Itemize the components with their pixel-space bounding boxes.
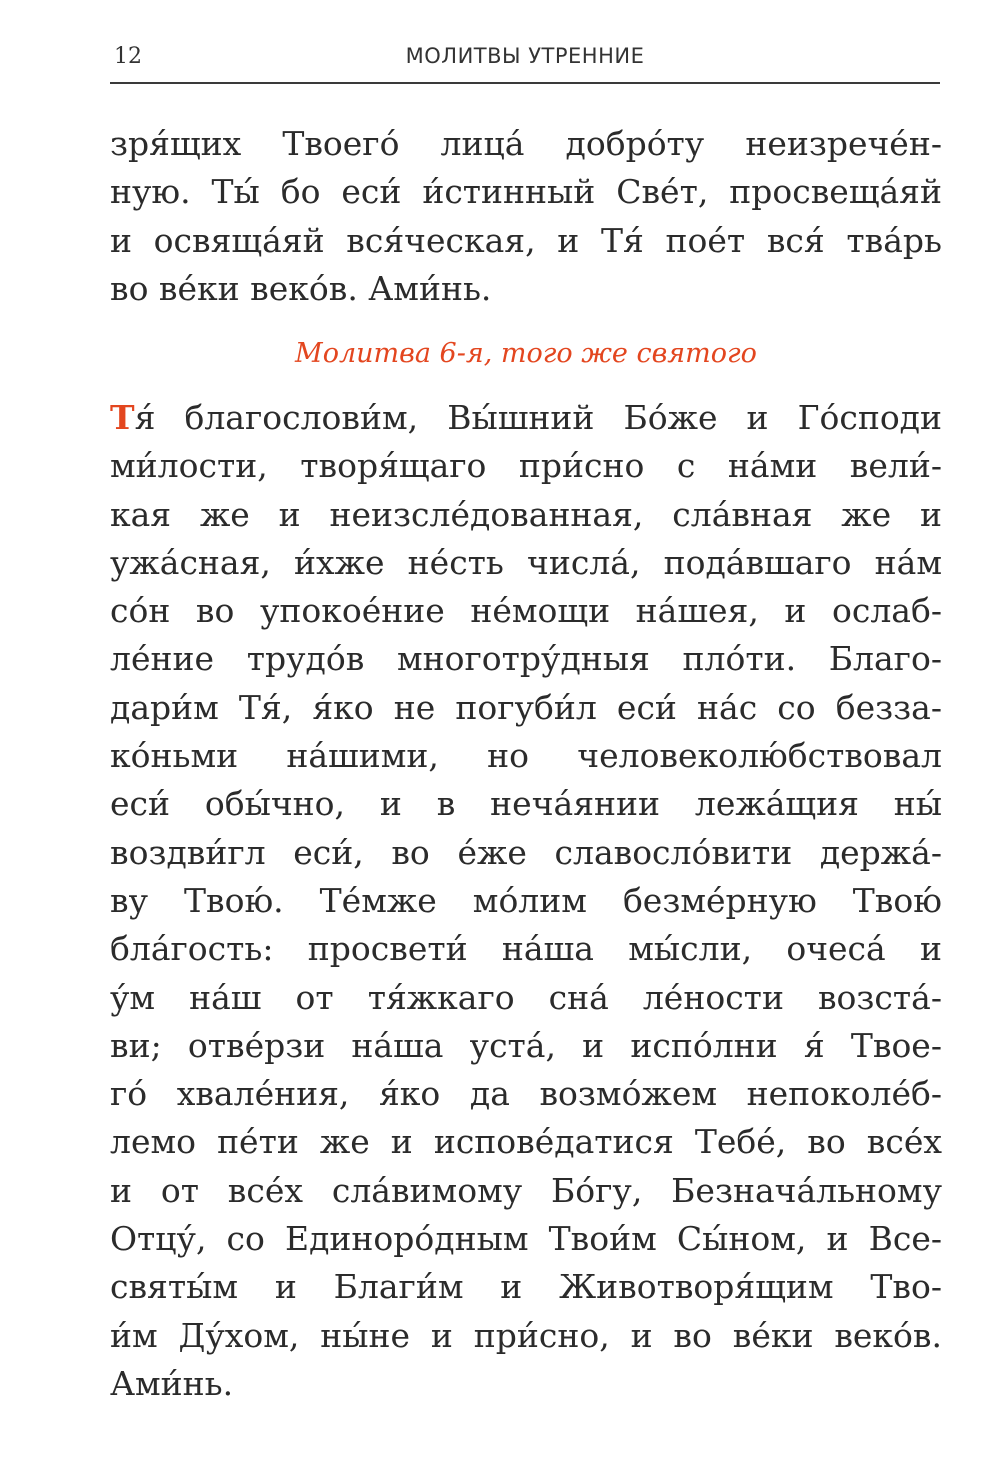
- drop-initial: Т: [110, 398, 135, 437]
- continuation-paragraph: [110, 120, 942, 313]
- text-line: и́м Ду́хом, ны́не и при́сно, и во ве́ки веко́в.: [110, 1315, 942, 1355]
- text-line: бла́гость: просвети́ на́ша мы́сли, очеса́ и: [110, 929, 942, 969]
- text-line: ужа́сная, и́хже не́сть числа́, пода́вшаго на́м: [110, 542, 942, 582]
- text-line: воздви́гл еси́, во е́же славосло́вити держа́-: [110, 832, 942, 872]
- text-line: го́ хвале́ния, я́ко да возмо́жем непоколе́б-: [110, 1074, 942, 1114]
- text-line: ви; отве́рзи на́ша уста́, и испо́лни я́ Твое-: [110, 1025, 942, 1065]
- running-title: МОЛИТВЫ УТРЕННИЕ: [405, 44, 645, 68]
- text-line: во ве́ки веко́в. Ами́нь.: [110, 268, 492, 308]
- text-line: кая же и неизсле́дованная, сла́вная же и: [110, 494, 942, 534]
- text-line: дари́м Тя́, я́ко не погуби́л еси́ на́с со безза-: [110, 687, 942, 727]
- text-line: со́н во упокое́ние не́мощи на́шея, и ослаб-: [110, 591, 942, 631]
- text-line: Отцу́, со Единоро́дным Твои́м Сы́ном, и Все-: [110, 1219, 942, 1259]
- prayer-heading: Молитва 6-я, того же святого: [295, 338, 757, 369]
- text-line: ле́ние трудо́в многотру́дныя пло́ти. Благо-: [110, 639, 942, 679]
- text-line: у́м на́ш от тя́жкаго сна́ ле́ности возста́-: [110, 977, 942, 1017]
- text-line: ву Твою́. Те́мже мо́лим безме́рную Твою́: [110, 880, 942, 920]
- text-line: и от все́х сла́вимому Бо́гу, Безнача́льному: [110, 1170, 942, 1210]
- text-line: зря́щих Твоего́ лица́ добро́ту неизрече́н-: [110, 124, 942, 163]
- text-line: лемо пе́ти же и испове́датися Тебе́, во все́х: [110, 1122, 942, 1162]
- text-line: святы́м и Благи́м и Животворя́щим Тво-: [110, 1267, 942, 1307]
- text-line: еси́ обы́чно, и в неча́янии лежа́щия ны́: [110, 784, 942, 824]
- text-line: и освяща́яй вся́ческая, и Тя́ пое́т вся́ тва́рь: [110, 220, 942, 260]
- first-line-text: я́ благослови́м, Вы́шний Бо́же и Го́споди: [134, 398, 942, 437]
- page-number: 12: [114, 44, 142, 69]
- text-line: Ами́нь.: [110, 1363, 234, 1403]
- text-line-first: [110, 394, 942, 442]
- page-header: [110, 40, 940, 84]
- text-line: ную. Ты́ бо еси́ и́стинный Све́т, просвеща́яй: [110, 172, 942, 212]
- text-line: ко́ньми на́шими, но человеколю́бствовал: [110, 736, 942, 776]
- text-line: ми́лости, творя́щаго при́сно с на́ми вели́-: [110, 446, 942, 486]
- prayer-paragraph: [110, 394, 942, 1408]
